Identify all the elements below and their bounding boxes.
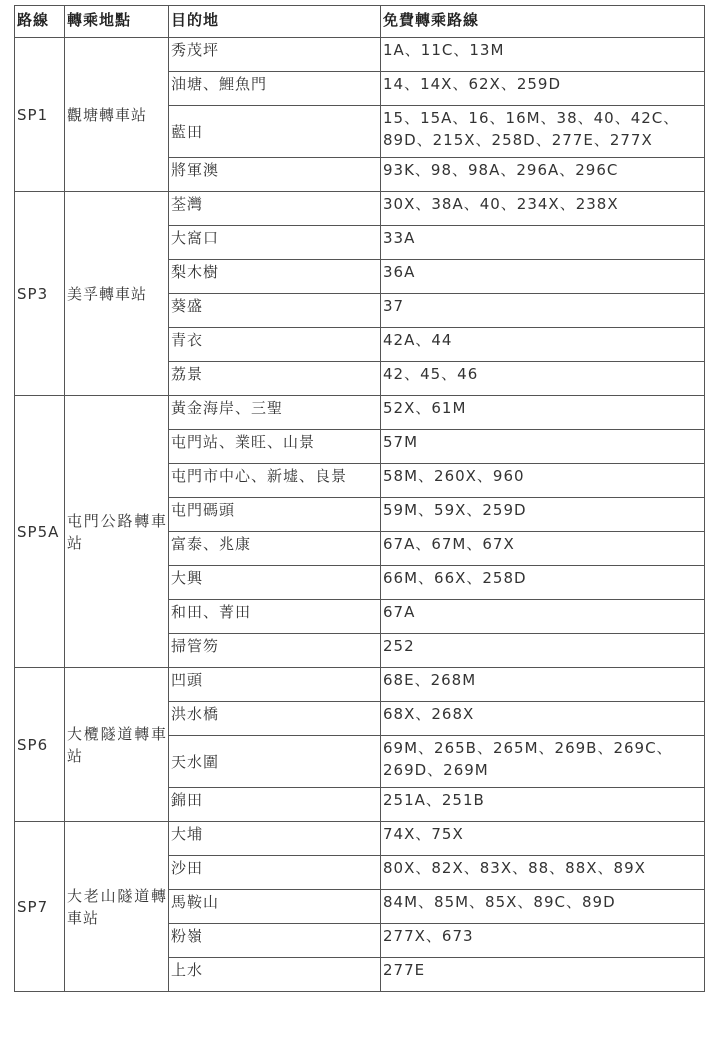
free-routes: 57M	[381, 430, 705, 464]
header-row	[15, 6, 705, 38]
free-routes: 30X、38A、40、234X、238X	[381, 192, 705, 226]
destination: 青衣	[169, 328, 381, 362]
transfer-table-container	[14, 5, 705, 992]
header-free-routes: 免費轉乘路線	[381, 6, 705, 38]
header-route: 路線	[15, 6, 65, 38]
free-routes: 251A、251B	[381, 788, 705, 822]
destination: 梨木樹	[169, 260, 381, 294]
destination: 掃管笏	[169, 634, 381, 668]
free-routes: 277E	[381, 958, 705, 992]
destination: 凹頭	[169, 668, 381, 702]
destination: 大埔	[169, 822, 381, 856]
destination: 錦田	[169, 788, 381, 822]
destination: 沙田	[169, 856, 381, 890]
free-routes: 67A	[381, 600, 705, 634]
transfer-station: 大欖隧道轉車站	[65, 668, 169, 822]
table-body	[15, 38, 705, 992]
transfer-station: 屯門公路轉車站	[65, 396, 169, 668]
destination: 荔景	[169, 362, 381, 396]
free-routes: 52X、61M	[381, 396, 705, 430]
table-header	[15, 6, 705, 38]
destination: 屯門碼頭	[169, 498, 381, 532]
header-destination: 目的地	[169, 6, 381, 38]
route-code: SP3	[15, 192, 65, 396]
destination: 荃灣	[169, 192, 381, 226]
free-routes: 66M、66X、258D	[381, 566, 705, 600]
free-routes: 69M、265B、265M、269B、269C、269D、269M	[381, 736, 705, 788]
route-code: SP7	[15, 822, 65, 992]
free-routes: 1A、11C、13M	[381, 38, 705, 72]
free-routes: 14、14X、62X、259D	[381, 72, 705, 106]
free-routes: 42A、44	[381, 328, 705, 362]
destination: 黃金海岸、三聖	[169, 396, 381, 430]
free-routes: 37	[381, 294, 705, 328]
table-row	[15, 192, 705, 226]
free-routes: 59M、59X、259D	[381, 498, 705, 532]
destination: 和田、菁田	[169, 600, 381, 634]
destination: 富泰、兆康	[169, 532, 381, 566]
header-station: 轉乘地點	[65, 6, 169, 38]
free-routes: 80X、82X、83X、88、88X、89X	[381, 856, 705, 890]
destination: 天水圍	[169, 736, 381, 788]
destination: 粉嶺	[169, 924, 381, 958]
transfer-station: 美孚轉車站	[65, 192, 169, 396]
transfer-station: 觀塘轉車站	[65, 38, 169, 192]
destination: 大窩口	[169, 226, 381, 260]
destination: 秀茂坪	[169, 38, 381, 72]
free-routes: 68E、268M	[381, 668, 705, 702]
free-routes: 42、45、46	[381, 362, 705, 396]
destination: 上水	[169, 958, 381, 992]
free-routes: 252	[381, 634, 705, 668]
free-routes: 58M、260X、960	[381, 464, 705, 498]
free-routes: 68X、268X	[381, 702, 705, 736]
table-row	[15, 822, 705, 856]
transfer-station: 大老山隧道轉車站	[65, 822, 169, 992]
free-routes: 93K、98、98A、296A、296C	[381, 158, 705, 192]
destination: 葵盛	[169, 294, 381, 328]
destination: 大興	[169, 566, 381, 600]
table-row	[15, 396, 705, 430]
free-routes: 36A	[381, 260, 705, 294]
table-row	[15, 668, 705, 702]
destination: 藍田	[169, 106, 381, 158]
free-routes: 67A、67M、67X	[381, 532, 705, 566]
bus-transfer-table	[14, 5, 705, 992]
free-routes: 74X、75X	[381, 822, 705, 856]
free-routes: 84M、85M、85X、89C、89D	[381, 890, 705, 924]
destination: 將軍澳	[169, 158, 381, 192]
free-routes: 277X、673	[381, 924, 705, 958]
route-code: SP1	[15, 38, 65, 192]
free-routes: 33A	[381, 226, 705, 260]
table-row	[15, 38, 705, 72]
destination: 屯門市中心、新墟、良景	[169, 464, 381, 498]
destination: 油塘、鯉魚門	[169, 72, 381, 106]
destination: 屯門站、業旺、山景	[169, 430, 381, 464]
destination: 洪水橋	[169, 702, 381, 736]
route-code: SP5A	[15, 396, 65, 668]
destination: 馬鞍山	[169, 890, 381, 924]
route-code: SP6	[15, 668, 65, 822]
free-routes: 15、15A、16、16M、38、40、42C、89D、215X、258D、277E、277X	[381, 106, 705, 158]
